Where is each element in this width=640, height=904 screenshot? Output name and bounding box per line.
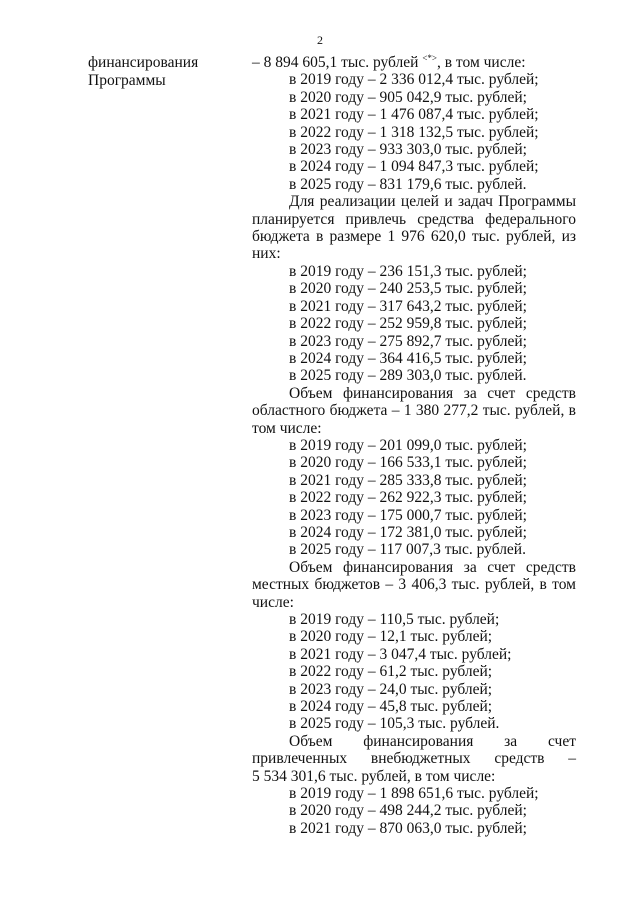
year-line: в 2021 году – 3 047,4 тыс. рублей; <box>289 645 512 663</box>
federal-years <box>252 263 576 385</box>
year-line: в 2020 году – 166 533,1 тыс. рублей; <box>289 454 527 472</box>
year-line: в 2025 году – 117 007,3 тыс. рублей. <box>289 541 526 559</box>
year-line: в 2025 году – 105,3 тыс. рублей. <box>289 715 500 733</box>
extrabudget-line-1: Объем финансирования за счет <box>289 732 576 750</box>
year-line: в 2019 году – 110,5 тыс. рублей; <box>289 611 500 628</box>
extrabudget-line-2: привлеченных внебюджетных средств – <box>252 750 576 768</box>
left-column-label <box>88 54 198 90</box>
page-number: 2 <box>317 33 323 47</box>
year-line: в 2021 году – 285 333,8 тыс. рублей; <box>289 471 527 489</box>
regional-paragraph: Объем финансирования за счет средств областного бюджета – 1 380 277,2 тыс. рублей, в том числе: <box>252 384 576 437</box>
year-line: в 2021 году – 317 643,2 тыс. рублей; <box>289 297 527 315</box>
year-line: в 2023 году – 275 892,7 тыс. рублей; <box>289 332 527 350</box>
year-line: в 2025 году – 289 303,0 тыс. рублей. <box>289 367 527 385</box>
total-years <box>252 71 576 193</box>
year-line: в 2022 году – 262 922,3 тыс. рублей; <box>289 489 527 507</box>
year-line: в 2023 году – 933 303,0 тыс. рублей; <box>289 141 527 159</box>
year-line: в 2024 году – 364 416,5 тыс. рублей; <box>289 349 527 367</box>
year-line: в 2021 году – 870 063,0 тыс. рублей; <box>289 819 527 837</box>
extrabudget-paragraph <box>252 733 576 785</box>
left-label-line-2: Программы <box>88 72 166 89</box>
year-line: в 2024 году – 45,8 тыс. рублей; <box>289 698 493 716</box>
regional-years <box>252 437 576 559</box>
total-intro: – 8 894 605,1 тыс. рублей <*>, в том числе: <box>252 52 526 71</box>
year-line: в 2019 году – 236 151,3 тыс. рублей; <box>289 262 527 280</box>
year-line: в 2023 году – 24,0 тыс. рублей; <box>289 680 493 698</box>
year-line: в 2021 году – 1 476 087,4 тыс. рублей; <box>289 106 539 124</box>
extrabudget-years <box>252 785 576 837</box>
year-line: в 2022 году – 252 959,8 тыс. рублей; <box>289 315 527 333</box>
federal-paragraph: Для реализации целей и задач Программы планируется привлечь средства федерального бюджета в размере 1 976 620,0 тыс. рублей, из них: <box>252 193 576 263</box>
year-line: в 2019 году – 2 336 012,4 тыс. рублей; <box>289 71 539 89</box>
year-line: в 2022 году – 1 318 132,5 тыс. рублей; <box>289 123 539 141</box>
year-line: в 2024 году – 172 381,0 тыс. рублей; <box>289 523 527 541</box>
year-line: в 2019 году – 1 898 651,6 тыс. рублей; <box>289 785 539 803</box>
year-line: в 2020 году – 240 253,5 тыс. рублей; <box>289 280 527 298</box>
year-line: в 2020 году – 12,1 тыс. рублей; <box>289 628 493 646</box>
footnote-mark: <*> <box>422 52 437 63</box>
year-line: в 2025 году – 831 179,6 тыс. рублей. <box>289 175 527 193</box>
local-paragraph: Объем финансирования за счет средств местных бюджетов – 3 406,3 тыс. рублей, в том числе: <box>252 558 576 611</box>
local-years <box>252 611 576 733</box>
funding-text <box>252 54 576 837</box>
year-line: в 2024 году – 1 094 847,3 тыс. рублей; <box>289 158 539 176</box>
extrabudget-line-3: 5 534 301,6 тыс. рублей, в том числе: <box>252 767 496 785</box>
year-line: в 2022 году – 61,2 тыс. рублей; <box>289 663 493 681</box>
left-label-line-1: финансирования <box>88 54 199 71</box>
year-line: в 2020 году – 905 042,9 тыс. рублей; <box>289 88 527 106</box>
year-line: в 2020 году – 498 244,2 тыс. рублей; <box>289 802 527 820</box>
year-line: в 2023 году – 175 000,7 тыс. рублей; <box>289 506 527 524</box>
year-line: в 2019 году – 201 099,0 тыс. рублей; <box>289 436 527 454</box>
